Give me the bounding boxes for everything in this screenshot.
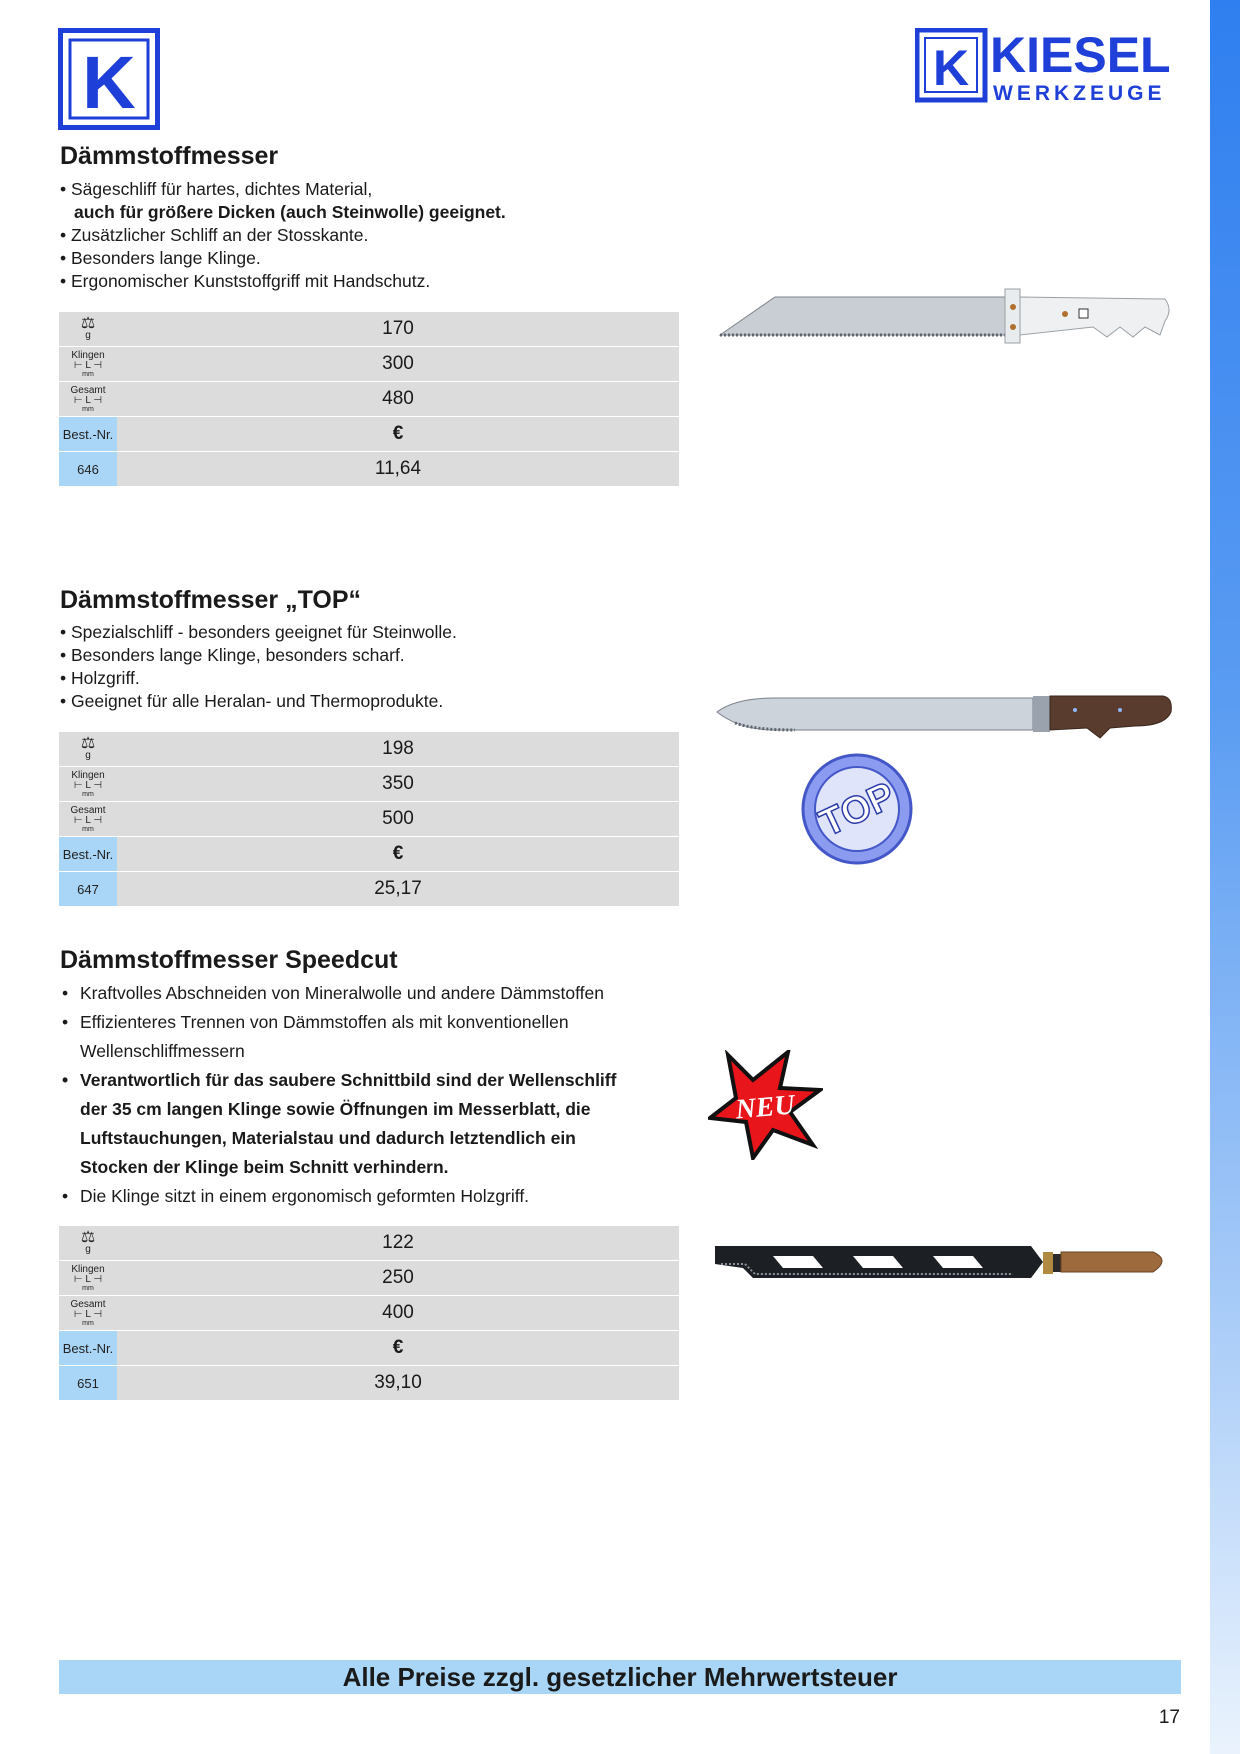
- currency-label: €: [117, 837, 679, 872]
- kiesel-k-logo: [58, 28, 160, 130]
- svg-text:K: K: [932, 40, 970, 96]
- length-icon: ⊢ L ⊣: [73, 394, 103, 406]
- feature-list: [60, 979, 616, 1211]
- insulation-knife-image: [715, 285, 1175, 355]
- product-title: Dämmstoffmesser: [60, 142, 279, 170]
- feature-item: • Die Klinge sitzt in einem ergonomisch geformten Holzgriff.: [62, 1186, 530, 1206]
- length-icon: ⊢ L ⊣: [73, 814, 103, 826]
- feature-list: [60, 178, 506, 293]
- total-length-value: 500: [117, 802, 679, 837]
- feature-item: • Spezialschliff - besonders geeignet für Steinwolle.: [60, 622, 457, 642]
- feature-item: • Kraftvolles Abschneiden von Mineralwolle und andere Dämmstoffen: [62, 983, 605, 1003]
- length-icon: ⊢ L ⊣: [73, 779, 103, 791]
- logo-letter: K: [82, 41, 136, 124]
- feature-item: • Besonders lange Klinge, besonders scharf.: [60, 645, 405, 665]
- total-length-value: 400: [117, 1296, 679, 1331]
- feature-item-cont: Luftstauchungen, Materialstau und dadurch letztendlich ein: [80, 1128, 576, 1148]
- price-notice-bar: Alle Preise zzgl. gesetzlicher Mehrwertsteuer: [59, 1660, 1181, 1694]
- product-title: Dämmstoffmesser Speedcut: [60, 946, 398, 974]
- product-title: Dämmstoffmesser „TOP“: [60, 586, 362, 614]
- side-color-bar: [1210, 0, 1240, 1754]
- length-icon: ⊢ L ⊣: [73, 359, 103, 371]
- currency-label: €: [117, 417, 679, 452]
- blade-length-value: 250: [117, 1261, 679, 1296]
- feature-item-cont: Stocken der Klinge beim Schnitt verhindern.: [80, 1157, 449, 1177]
- feature-item: • Effizienteres Trennen von Dämmstoffen als mit konventionellen: [62, 1012, 569, 1032]
- kiesel-brand-logo: [915, 28, 1185, 104]
- weight-value: 198: [117, 732, 679, 767]
- price-value: 11,64: [117, 452, 679, 487]
- order-no-value: 646: [59, 452, 117, 487]
- brand-name: KIESEL: [990, 28, 1171, 83]
- scale-icon: ⚖: [80, 315, 96, 332]
- feature-item-cont: Wellenschliffmessern: [80, 1041, 245, 1061]
- length-icon: ⊢ L ⊣: [73, 1308, 103, 1320]
- feature-item: • Geeignet für alle Heralan- und Thermoprodukte.: [60, 691, 444, 711]
- brand-tagline: WERKZEUGE: [993, 82, 1166, 104]
- blade-length-value: 350: [117, 767, 679, 802]
- blade-length-value: 300: [117, 347, 679, 382]
- price-value: 25,17: [117, 872, 679, 907]
- feature-item: • Zusätzlicher Schliff an der Stosskante.: [60, 225, 369, 245]
- top-badge-icon: [800, 752, 915, 867]
- speedcut-knife-image: [713, 1238, 1173, 1298]
- order-no-label: Best.-Nr.: [59, 837, 117, 872]
- spec-table: ⚖ g 122 Klingen ⊢ L ⊣ mm 250 Gesamt ⊢ L ⊣ mm 400 Best.-Nr. € 651 39,10: [59, 1226, 679, 1401]
- weight-value: 122: [117, 1226, 679, 1261]
- order-no-value: 647: [59, 872, 117, 907]
- feature-item: • Sägeschliff für hartes, dichtes Material,: [60, 179, 373, 199]
- scale-icon: ⚖: [80, 1229, 96, 1246]
- page-number: 17: [1158, 1707, 1180, 1728]
- new-starburst-icon: [708, 1050, 823, 1160]
- top-knife-image: [715, 690, 1175, 745]
- feature-item: • Besonders lange Klinge.: [60, 248, 261, 268]
- feature-list: [60, 621, 457, 713]
- feature-item-cont: der 35 cm langen Klinge sowie Öffnungen im Messerblatt, die: [80, 1099, 591, 1119]
- feature-item: • Ergonomischer Kunststoffgriff mit Handschutz.: [60, 271, 431, 291]
- price-value: 39,10: [117, 1366, 679, 1401]
- spec-table: ⚖ g 170 Klingen ⊢ L ⊣ mm 300 Gesamt ⊢ L ⊣ mm 480 Best.-Nr. € 646 11,64: [59, 312, 679, 487]
- order-no-label: Best.-Nr.: [59, 417, 117, 452]
- spec-table: ⚖ g 198 Klingen ⊢ L ⊣ mm 350 Gesamt ⊢ L ⊣ mm 500 Best.-Nr. € 647 25,17: [59, 732, 679, 907]
- total-length-value: 480: [117, 382, 679, 417]
- feature-item: • Holzgriff.: [60, 668, 140, 688]
- order-no-value: 651: [59, 1366, 117, 1401]
- svg-text:NEU: NEU: [734, 1089, 796, 1126]
- length-icon: ⊢ L ⊣: [73, 1273, 103, 1285]
- feature-item: • Verantwortlich für das saubere Schnittbild sind der Wellenschliff: [62, 1070, 617, 1090]
- weight-value: 170: [117, 312, 679, 347]
- svg-text:TOP: TOP: [813, 774, 902, 846]
- order-no-label: Best.-Nr.: [59, 1331, 117, 1366]
- feature-item: auch für größere Dicken (auch Steinwolle) geeignet.: [74, 202, 506, 222]
- currency-label: €: [117, 1331, 679, 1366]
- scale-icon: ⚖: [80, 735, 96, 752]
